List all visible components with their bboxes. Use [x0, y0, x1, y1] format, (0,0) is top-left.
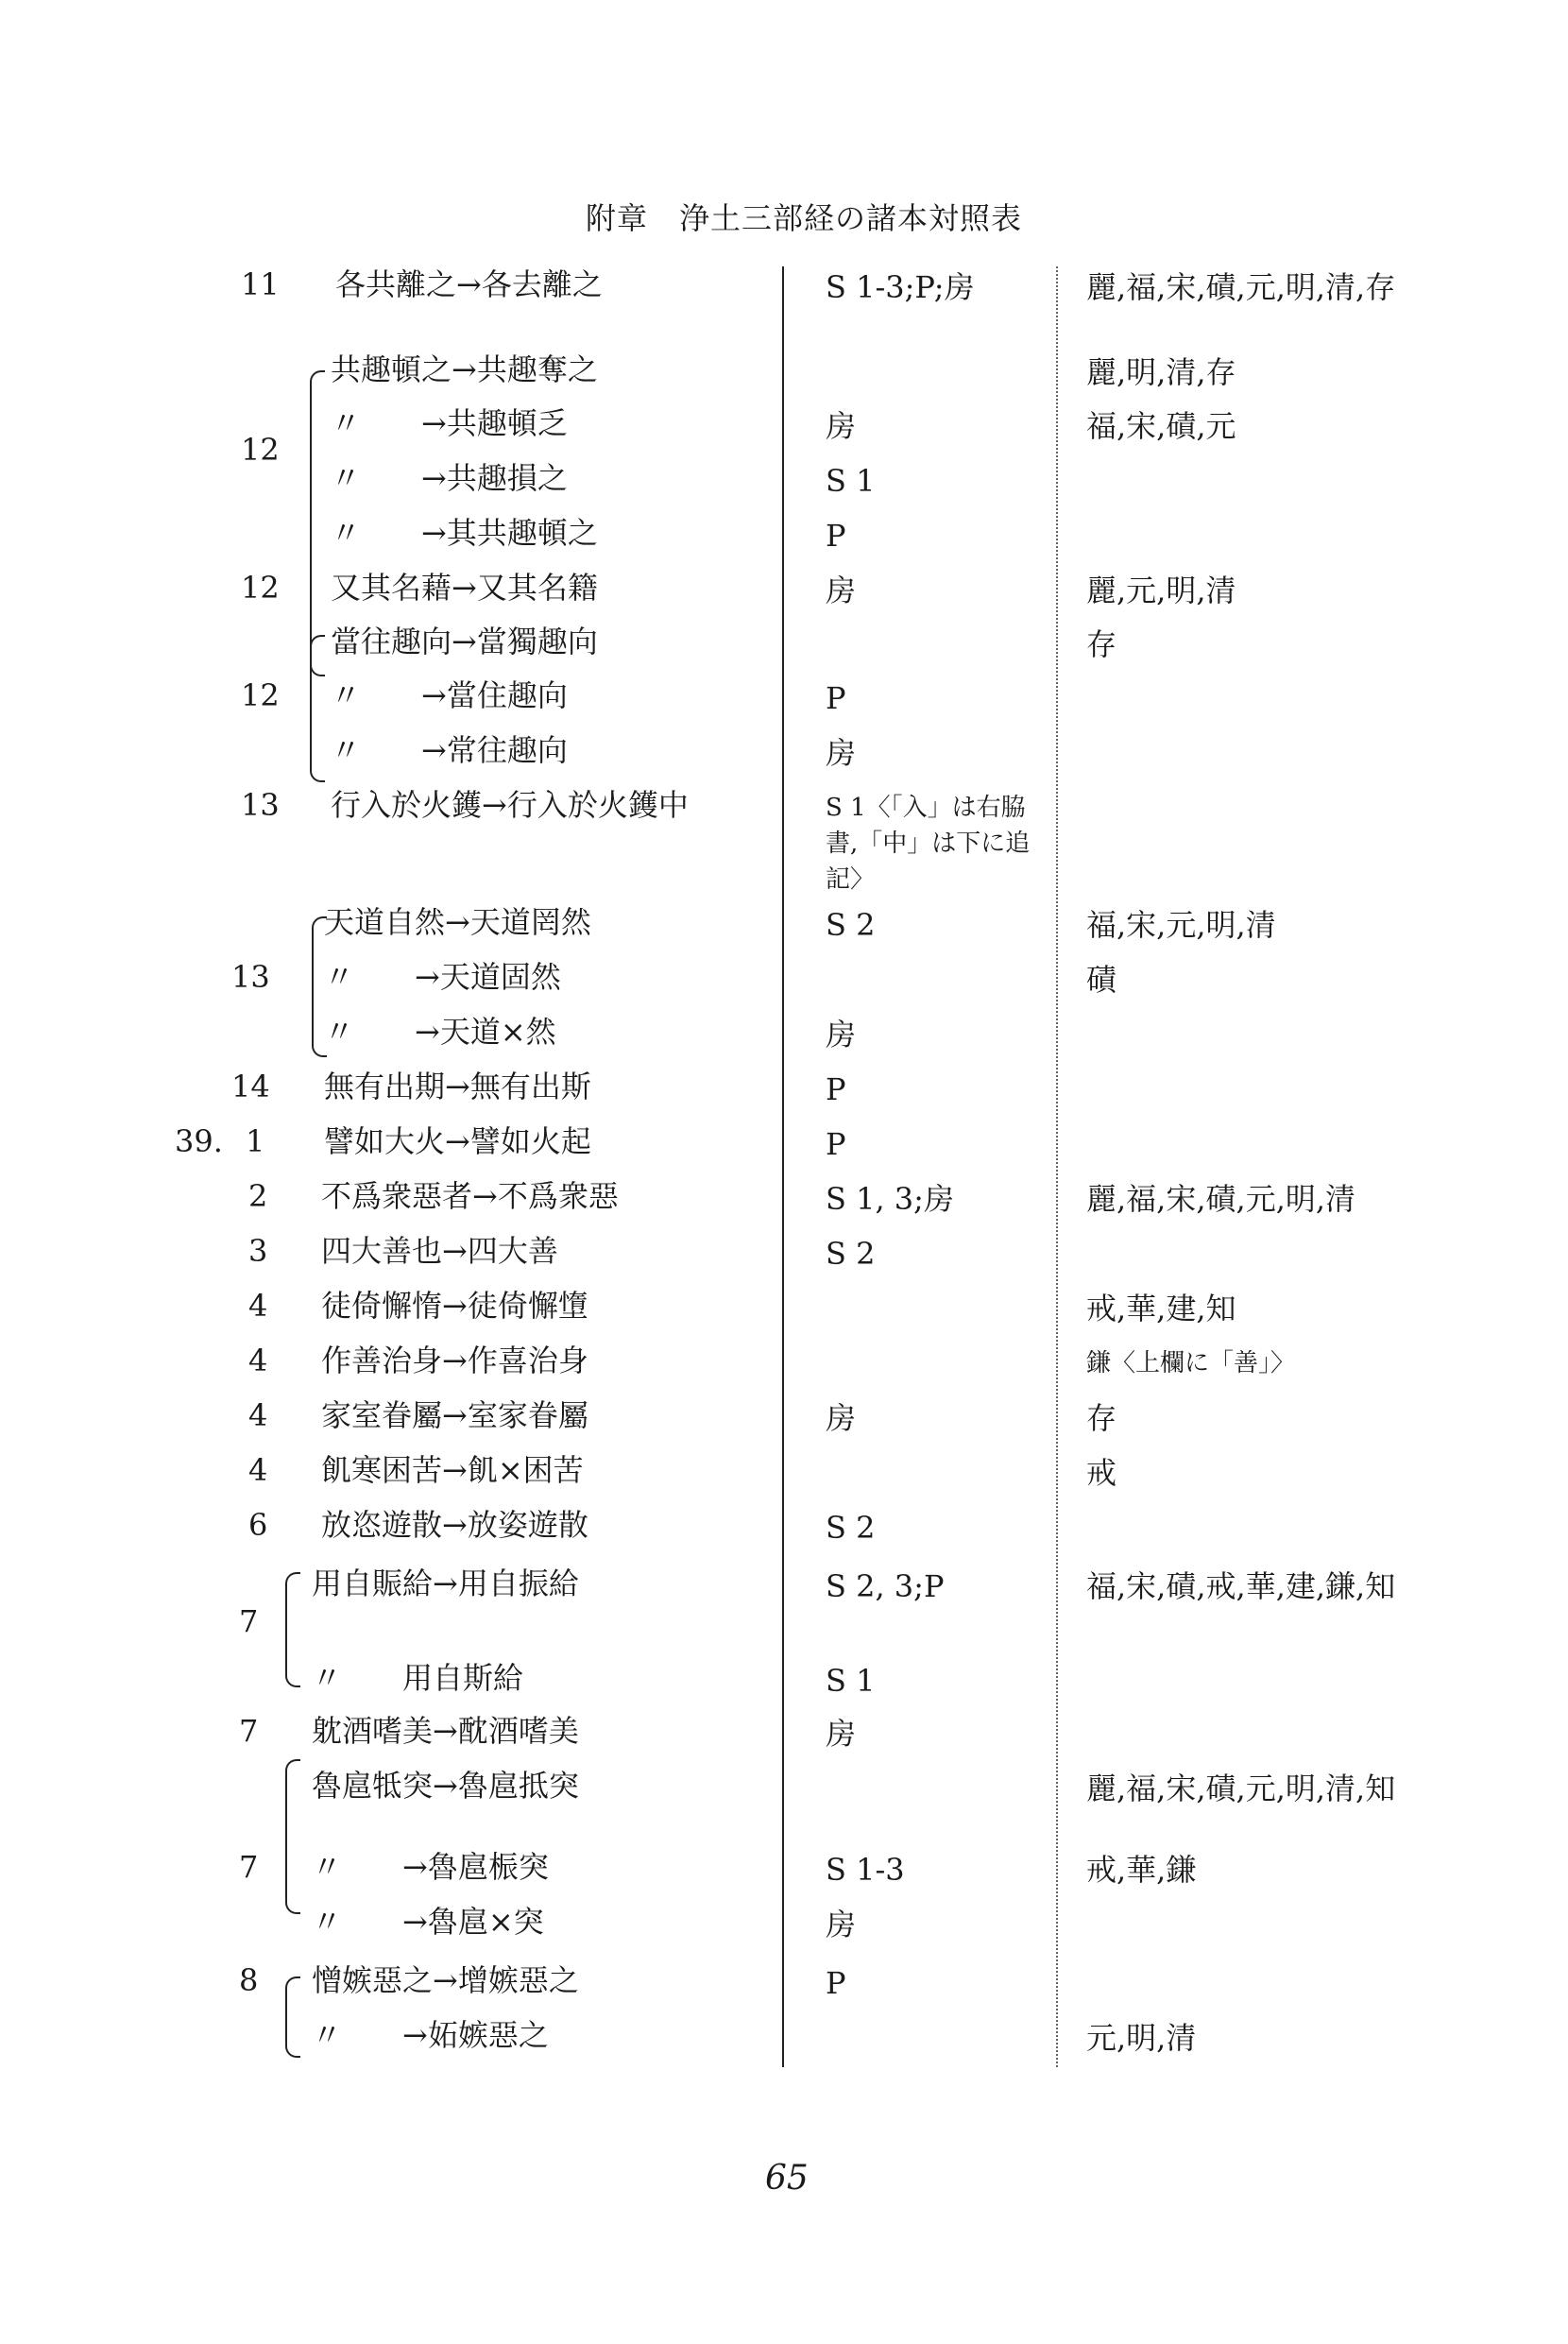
source-witness: 房: [826, 1716, 857, 1752]
variant-text: 〃 →妬嫉惡之: [312, 2017, 549, 2053]
source-witness: P: [826, 1965, 846, 2001]
source-witness: S 1〈「入」は右脇書,「中」は下に追記〉: [826, 794, 1031, 894]
source-witness: S 2: [826, 1510, 876, 1546]
variant-text: 〃 →共趣損之: [331, 460, 568, 496]
variant-text: 〃 →魯扈×突: [312, 1904, 544, 1940]
variant-text: 行入於火鑊→行入於火鑊中: [331, 787, 689, 823]
source-witness: S 1, 3;房: [826, 1181, 954, 1217]
variant-text: 放恣遊散→放姿遊散: [321, 1507, 588, 1543]
edition-list: 福,宋,磧,戒,華,建,鎌,知: [1086, 1568, 1396, 1604]
line-number: 6: [248, 1507, 268, 1543]
edition-list: 戒,華,建,知: [1086, 1291, 1236, 1326]
source-witness: P: [826, 680, 846, 716]
edition-list: 戒,華,鎌: [1086, 1852, 1197, 1888]
variant-text: 〃 →魯扈桭突: [312, 1849, 549, 1885]
source-witness: 房: [826, 1017, 857, 1052]
source-witness: S 1: [826, 463, 876, 499]
source-witness: 房: [826, 1907, 857, 1942]
line-number: 12: [241, 432, 280, 468]
source-witness: P: [826, 1071, 846, 1107]
source-witness: S 2: [826, 1236, 876, 1272]
line-number: 4: [248, 1397, 268, 1433]
group-brace: [312, 916, 327, 1057]
line-number: 3: [248, 1233, 268, 1269]
variant-text: 徒倚懈惰→徒倚懈墯: [321, 1288, 588, 1324]
variant-text: 當往趣向→當獨趣向: [331, 624, 598, 659]
group-brace: [310, 635, 325, 782]
source-witness: 房: [826, 573, 857, 608]
line-number: 11: [241, 266, 280, 302]
variant-text: 用自賑給→用自振給: [312, 1566, 579, 1601]
line-number: 4: [248, 1288, 268, 1324]
line-number: 8: [239, 1962, 259, 1998]
variant-text: 家室眷屬→室家眷屬: [321, 1397, 588, 1433]
source-witness: P: [826, 518, 846, 554]
edition-list: 福,宋,元,明,清: [1086, 907, 1276, 943]
source-witness: S 1-3;P;房: [826, 269, 975, 305]
group-brace: [310, 370, 325, 676]
edition-list: 磧: [1086, 962, 1117, 998]
source-witness: S 2, 3;P: [826, 1568, 945, 1604]
group-brace: [285, 1759, 300, 1914]
variant-text: 共趣頓之→共趣奪之: [331, 351, 598, 387]
variant-text: 〃 →天道×然: [324, 1014, 556, 1050]
source-witness: 房: [826, 408, 857, 444]
edition-list: 存: [1086, 626, 1117, 662]
variant-text: 無有出期→無有出斯: [324, 1069, 591, 1104]
variant-text: 譬如大火→譬如火起: [324, 1123, 591, 1159]
variant-text: 魯扈牴突→魯扈抵突: [312, 1768, 579, 1804]
source-witness: 房: [826, 735, 857, 771]
line-number: 7: [239, 1713, 259, 1749]
group-brace: [285, 1572, 300, 1687]
variant-text: 天道自然→天道罔然: [324, 904, 591, 940]
edition-list: 麗,福,宋,磧,元,明,清,知: [1086, 1771, 1396, 1806]
source-witness: S 1: [826, 1663, 876, 1699]
edition-list: 麗,福,宋,磧,元,明,清: [1086, 1181, 1356, 1217]
variant-text: 〃 →其共趣頓之: [331, 515, 598, 551]
edition-list: 福,宋,磧,元: [1086, 408, 1236, 444]
variant-text: 各共離之→各去離之: [335, 266, 603, 302]
page-header: 附章 浄土三部経の諸本対照表: [586, 200, 1023, 236]
edition-list: 戒: [1086, 1455, 1117, 1491]
source-witness: 房: [826, 1400, 857, 1436]
line-number: 4: [248, 1343, 268, 1378]
variant-text: 〃 →共趣頓乏: [331, 405, 568, 441]
column-divider-solid: [782, 266, 784, 2067]
edition-list: 麗,福,宋,磧,元,明,清,存: [1086, 269, 1396, 305]
edition-list: 麗,明,清,存: [1086, 354, 1236, 390]
group-brace: [285, 1976, 300, 2058]
variant-text: 作善治身→作喜治身: [321, 1343, 588, 1378]
edition-list: 鎌〈上欄に「善」〉: [1086, 1349, 1296, 1377]
column-divider-dotted: [1056, 266, 1058, 2067]
edition-list: 存: [1086, 1400, 1117, 1436]
page-number: 65: [765, 2159, 809, 2198]
variant-text: 〃 →天道固然: [324, 959, 561, 995]
variant-text: 憎嫉惡之→增嫉惡之: [312, 1962, 579, 1998]
variant-text: 四大善也→四大善: [321, 1233, 558, 1269]
line-number: 2: [248, 1178, 268, 1214]
source-witness: P: [826, 1126, 846, 1162]
line-number: 13: [231, 959, 270, 995]
variant-text: 〃 用自斯給: [312, 1660, 524, 1696]
line-number: 1: [246, 1123, 265, 1159]
source-witness: S 1-3: [826, 1852, 905, 1888]
section-number: 39.: [175, 1123, 223, 1159]
line-number: 4: [248, 1452, 268, 1488]
line-number: 12: [241, 570, 280, 606]
edition-list: 麗,元,明,清: [1086, 573, 1236, 608]
line-number: 13: [241, 787, 280, 823]
variant-text: 〃 →常往趣向: [331, 732, 568, 768]
variant-text: 不爲衆惡者→不爲衆惡: [321, 1178, 619, 1214]
line-number: 7: [239, 1603, 259, 1639]
line-number: 14: [231, 1069, 270, 1104]
edition-list: 元,明,清: [1086, 2020, 1197, 2056]
variant-text: 又其名藉→又其名籍: [331, 570, 598, 606]
source-witness: S 2: [826, 907, 876, 943]
variant-text: 飢寒困苦→飢×困苦: [321, 1452, 584, 1488]
line-number: 12: [241, 677, 280, 713]
line-number: 7: [239, 1849, 259, 1885]
variant-text: 〃 →當住趣向: [331, 677, 568, 713]
variant-text: 躭酒嗜美→酖酒嗜美: [312, 1713, 579, 1749]
